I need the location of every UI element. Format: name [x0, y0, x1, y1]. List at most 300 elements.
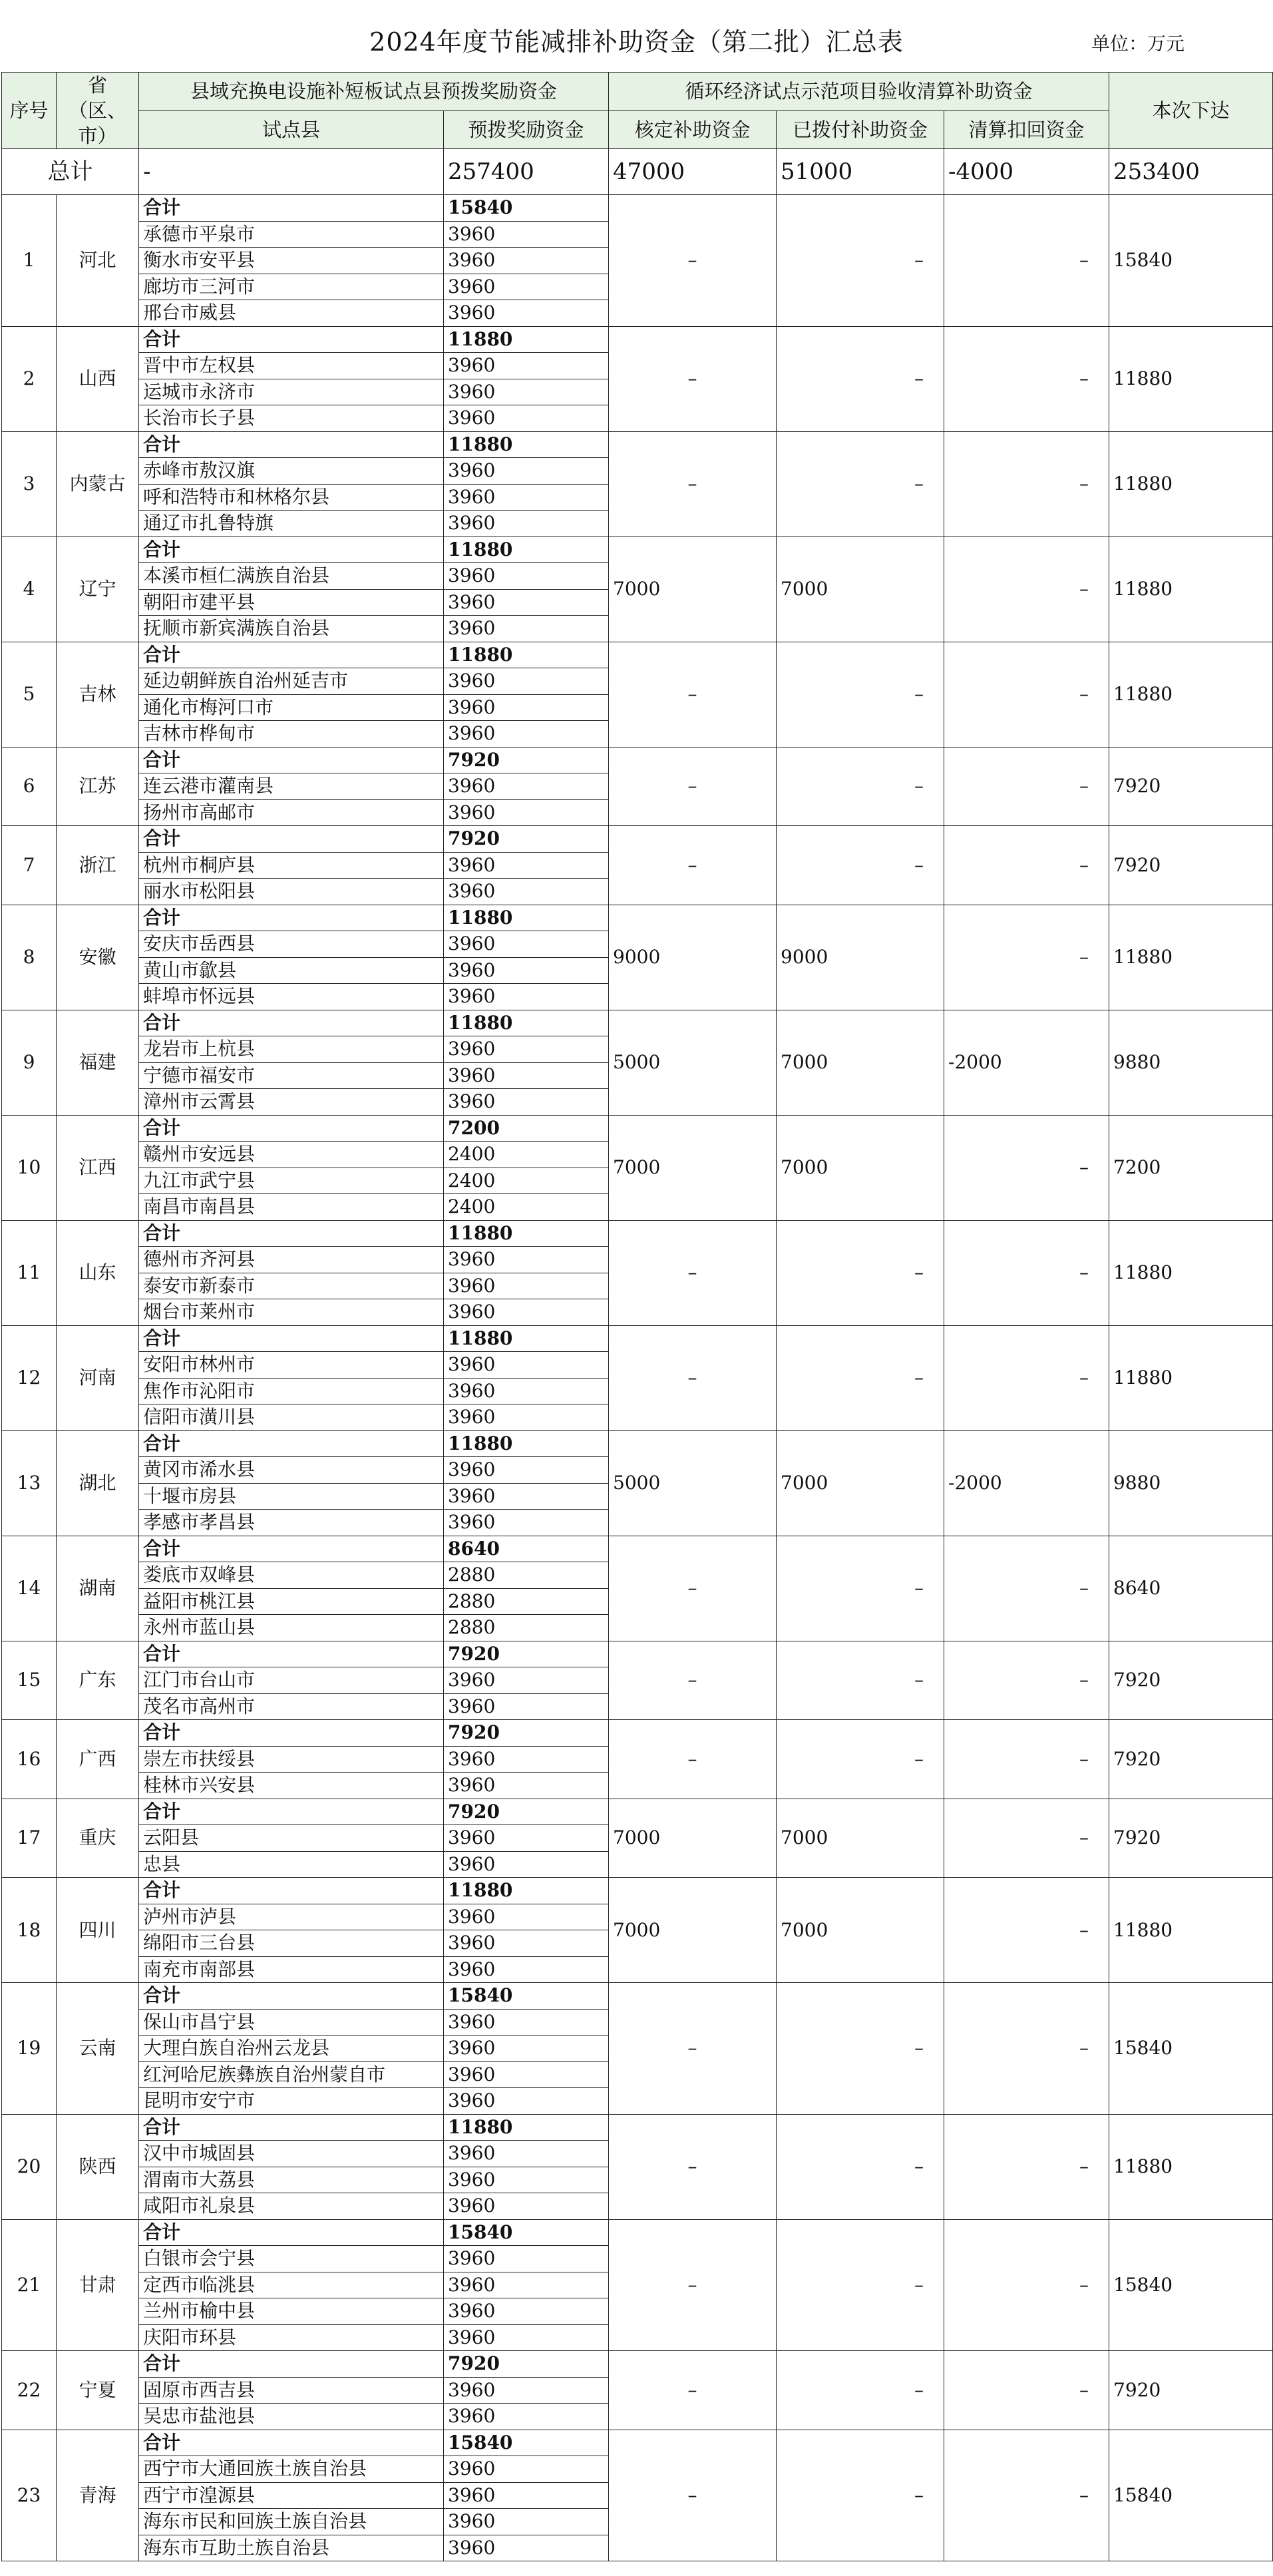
row-seq: 11 [2, 1220, 57, 1325]
approved-value: – [609, 2114, 777, 2219]
county-prefund: 3960 [444, 563, 609, 590]
total-prefund: 257400 [444, 149, 609, 195]
paid-value: – [777, 1536, 944, 1641]
paid-value: 7000 [777, 1799, 944, 1878]
county-name: 昆明市安宁市 [139, 2088, 444, 2115]
county-prefund: 2880 [444, 1562, 609, 1589]
county-name: 吴忠市盐池县 [139, 2404, 444, 2430]
issued-value: 11880 [1109, 1878, 1273, 1983]
county-name: 龙岩市上杭县 [139, 1036, 444, 1063]
subtotal-label: 合计 [139, 1799, 444, 1825]
row-province: 河南 [57, 1325, 139, 1430]
paid-value: – [777, 2219, 944, 2351]
issued-value: 15840 [1109, 195, 1273, 327]
subtotal-value: 11880 [444, 537, 609, 563]
table-row [2, 1878, 1273, 1904]
approved-value: – [609, 1220, 777, 1325]
county-name: 通辽市扎鲁特旗 [139, 511, 444, 537]
subtotal-label: 合计 [139, 2351, 444, 2378]
county-name: 泰安市新泰市 [139, 1273, 444, 1299]
county-name: 安庆市岳西县 [139, 931, 444, 958]
total-issued: 253400 [1109, 149, 1273, 195]
approved-value: 7000 [609, 1799, 777, 1878]
county-name: 丽水市松阳县 [139, 879, 444, 905]
county-name: 德州市齐河县 [139, 1247, 444, 1273]
paid-value: 7000 [777, 1430, 944, 1536]
issued-value: 7920 [1109, 826, 1273, 905]
subtotal-label: 合计 [139, 1220, 444, 1247]
table-row [2, 826, 1273, 853]
settlement-value: -2000 [944, 1430, 1109, 1536]
col-header-prefund: 预拨奖励资金 [444, 110, 609, 149]
county-name: 云阳县 [139, 1825, 444, 1852]
issued-value: 7920 [1109, 1799, 1273, 1878]
row-seq: 16 [2, 1720, 57, 1799]
county-name: 宁德市福安市 [139, 1062, 444, 1089]
county-name: 黄冈市浠水县 [139, 1457, 444, 1484]
settlement-value: – [944, 1536, 1109, 1641]
county-name: 娄底市双峰县 [139, 1562, 444, 1589]
issued-value: 9880 [1109, 1430, 1273, 1536]
subtotal-value: 15840 [444, 2219, 609, 2246]
county-prefund: 3960 [444, 2404, 609, 2430]
row-seq: 17 [2, 1799, 57, 1878]
approved-value: 7000 [609, 1115, 777, 1220]
county-name: 运城市永济市 [139, 379, 444, 405]
county-name: 朝阳市建平县 [139, 589, 444, 616]
county-name: 通化市梅河口市 [139, 694, 444, 721]
row-seq: 23 [2, 2430, 57, 2561]
issued-value: 7920 [1109, 1720, 1273, 1799]
county-name: 保山市昌宁县 [139, 2009, 444, 2036]
table-row [2, 195, 1273, 222]
subtotal-label: 合计 [139, 195, 444, 222]
settlement-value: – [944, 195, 1109, 327]
settlement-value: – [944, 1641, 1109, 1720]
settlement-value: – [944, 1220, 1109, 1325]
col-header-province: 省（区、市） [57, 73, 139, 149]
settlement-value: – [944, 1325, 1109, 1430]
county-name: 九江市武宁县 [139, 1168, 444, 1194]
document-title: 2024年度节能减排补助资金（第二批）汇总表 [369, 27, 904, 57]
approved-value: – [609, 826, 777, 905]
row-province: 陕西 [57, 2114, 139, 2219]
row-seq: 7 [2, 826, 57, 905]
paid-value: – [777, 642, 944, 747]
county-prefund: 3960 [444, 2061, 609, 2088]
paid-value: – [777, 1983, 944, 2115]
county-name: 庆阳市环县 [139, 2324, 444, 2351]
county-prefund: 2400 [444, 1194, 609, 1221]
county-name: 永州市蓝山县 [139, 1615, 444, 1641]
county-name: 漳州市云霄县 [139, 1089, 444, 1116]
approved-value: – [609, 747, 777, 826]
county-prefund: 3960 [444, 405, 609, 432]
county-prefund: 3960 [444, 589, 609, 616]
county-prefund: 3960 [444, 721, 609, 748]
table-row [2, 2114, 1273, 2141]
table-row [2, 1325, 1273, 1352]
county-name: 邢台市威县 [139, 300, 444, 327]
approved-value: – [609, 431, 777, 537]
county-name: 焦作市沁阳市 [139, 1378, 444, 1404]
county-name: 黄山市歙县 [139, 957, 444, 984]
county-name: 廊坊市三河市 [139, 274, 444, 300]
total-paid: 51000 [777, 149, 944, 195]
county-prefund: 3960 [444, 2482, 609, 2509]
approved-value: 7000 [609, 537, 777, 642]
row-province: 广西 [57, 1720, 139, 1799]
county-name: 江门市台山市 [139, 1667, 444, 1694]
row-province: 山东 [57, 1220, 139, 1325]
subtotal-value: 7920 [444, 747, 609, 773]
county-prefund: 3960 [444, 773, 609, 800]
county-name: 兰州市榆中县 [139, 2298, 444, 2325]
row-province: 江苏 [57, 747, 139, 826]
paid-value: – [777, 431, 944, 537]
issued-value: 15840 [1109, 1983, 1273, 2115]
subtotal-label: 合计 [139, 1536, 444, 1562]
county-prefund: 3960 [444, 1773, 609, 1799]
county-name: 扬州市高邮市 [139, 799, 444, 826]
settlement-value: – [944, 1799, 1109, 1878]
county-name: 绵阳市三台县 [139, 1930, 444, 1957]
subtotal-value: 11880 [444, 1878, 609, 1904]
county-name: 大理白族自治州云龙县 [139, 2036, 444, 2062]
county-name: 呼和浩特市和林格尔县 [139, 484, 444, 511]
paid-value: 7000 [777, 1115, 944, 1220]
paid-value: 7000 [777, 1878, 944, 1983]
county-name: 南充市南部县 [139, 1956, 444, 1983]
title-bar [0, 0, 1273, 72]
county-name: 茂名市高州市 [139, 1693, 444, 1720]
county-prefund: 3960 [444, 1036, 609, 1063]
county-name: 南昌市南昌县 [139, 1194, 444, 1221]
county-name: 红河哈尼族彝族自治州蒙自市 [139, 2061, 444, 2088]
county-prefund: 3960 [444, 2141, 609, 2167]
subtotal-value: 7920 [444, 826, 609, 853]
county-prefund: 3960 [444, 379, 609, 405]
paid-value: – [777, 1641, 944, 1720]
settlement-value: – [944, 326, 1109, 431]
county-name: 汉中市城固县 [139, 2141, 444, 2167]
funds-summary-table [1, 72, 1273, 2561]
row-seq: 20 [2, 2114, 57, 2219]
county-name: 益阳市桃江县 [139, 1588, 444, 1615]
approved-value: 5000 [609, 1430, 777, 1536]
settlement-value: – [944, 2430, 1109, 2561]
subtotal-value: 11880 [444, 1010, 609, 1036]
county-name: 崇左市扶绥县 [139, 1746, 444, 1773]
table-row [2, 2219, 1273, 2246]
subtotal-value: 11880 [444, 1430, 609, 1457]
county-prefund: 3960 [444, 1956, 609, 1983]
subtotal-label: 合计 [139, 1641, 444, 1667]
table-row [2, 1115, 1273, 1142]
county-name: 烟台市莱州市 [139, 1299, 444, 1326]
paid-value: – [777, 195, 944, 327]
issued-value: 7920 [1109, 2351, 1273, 2430]
county-prefund: 3960 [444, 2272, 609, 2298]
approved-value: – [609, 2430, 777, 2561]
county-prefund: 3960 [444, 1089, 609, 1116]
total-approved: 47000 [609, 149, 777, 195]
issued-value: 15840 [1109, 2430, 1273, 2561]
issued-value: 11880 [1109, 1325, 1273, 1430]
county-prefund: 3960 [444, 274, 609, 300]
total-county: - [139, 149, 444, 195]
issued-value: 11880 [1109, 431, 1273, 537]
subtotal-value: 11880 [444, 642, 609, 668]
row-province: 四川 [57, 1878, 139, 1983]
subtotal-value: 7920 [444, 1641, 609, 1667]
row-province: 河北 [57, 195, 139, 327]
approved-value: – [609, 1536, 777, 1641]
county-prefund: 3960 [444, 852, 609, 879]
row-province: 山西 [57, 326, 139, 431]
subtotal-label: 合计 [139, 2219, 444, 2246]
county-prefund: 3960 [444, 931, 609, 958]
approved-value: – [609, 1983, 777, 2115]
subtotal-label: 合计 [139, 537, 444, 563]
approved-value: – [609, 1641, 777, 1720]
row-province: 内蒙古 [57, 431, 139, 537]
row-seq: 6 [2, 747, 57, 826]
county-name: 本溪市桓仁满族自治县 [139, 563, 444, 590]
settlement-value: – [944, 642, 1109, 747]
row-seq: 18 [2, 1878, 57, 1983]
county-name: 渭南市大荔县 [139, 2167, 444, 2193]
row-province: 吉林 [57, 642, 139, 747]
county-prefund: 3960 [444, 2088, 609, 2115]
subtotal-value: 11880 [444, 431, 609, 458]
col-header-settlement: 清算扣回资金 [944, 110, 1109, 149]
subtotal-label: 合计 [139, 642, 444, 668]
row-seq: 1 [2, 195, 57, 327]
county-prefund: 3960 [444, 2009, 609, 2036]
subtotal-value: 15840 [444, 1983, 609, 2010]
subtotal-label: 合计 [139, 1325, 444, 1352]
row-province: 湖南 [57, 1536, 139, 1641]
subtotal-value: 11880 [444, 1220, 609, 1247]
county-name: 衡水市安平县 [139, 248, 444, 274]
subtotal-label: 合计 [139, 1720, 444, 1747]
col-header-paid: 已拨付补助资金 [777, 110, 944, 149]
county-name: 海东市民和回族土族自治县 [139, 2509, 444, 2535]
county-prefund: 3960 [444, 2036, 609, 2062]
approved-value: – [609, 326, 777, 431]
row-seq: 12 [2, 1325, 57, 1430]
row-seq: 9 [2, 1010, 57, 1115]
county-prefund: 3960 [444, 2377, 609, 2404]
table-row [2, 1430, 1273, 1457]
subtotal-value: 11880 [444, 905, 609, 931]
paid-value: – [777, 1220, 944, 1325]
table-row [2, 1799, 1273, 1825]
county-prefund: 3960 [444, 694, 609, 721]
county-prefund: 3960 [444, 957, 609, 984]
county-prefund: 3960 [444, 1273, 609, 1299]
county-name: 西宁市大通回族土族自治县 [139, 2456, 444, 2483]
total-label: 总计 [2, 149, 139, 195]
county-prefund: 3960 [444, 2535, 609, 2561]
county-name: 西宁市湟源县 [139, 2482, 444, 2509]
row-seq: 10 [2, 1115, 57, 1220]
subtotal-value: 11880 [444, 326, 609, 353]
county-name: 信阳市潢川县 [139, 1404, 444, 1431]
paid-value: – [777, 326, 944, 431]
issued-value: 9880 [1109, 1010, 1273, 1115]
header-row-2 [2, 110, 1273, 149]
row-province: 青海 [57, 2430, 139, 2561]
county-prefund: 2400 [444, 1168, 609, 1194]
county-prefund: 3960 [444, 1062, 609, 1089]
subtotal-label: 合计 [139, 326, 444, 353]
county-prefund: 3960 [444, 799, 609, 826]
county-prefund: 3960 [444, 1930, 609, 1957]
county-prefund: 3960 [444, 1352, 609, 1379]
col-header-approved: 核定补助资金 [609, 110, 777, 149]
subtotal-label: 合计 [139, 1010, 444, 1036]
county-name: 定西市临洮县 [139, 2272, 444, 2298]
row-province: 云南 [57, 1983, 139, 2115]
county-prefund: 3960 [444, 458, 609, 485]
issued-value: 15840 [1109, 2219, 1273, 2351]
subtotal-label: 合计 [139, 905, 444, 931]
issued-value: 7200 [1109, 1115, 1273, 1220]
county-prefund: 3960 [444, 2456, 609, 2483]
table-row [2, 1536, 1273, 1562]
row-province: 浙江 [57, 826, 139, 905]
county-prefund: 3960 [444, 668, 609, 695]
county-prefund: 3960 [444, 1404, 609, 1431]
county-prefund: 3960 [444, 1299, 609, 1326]
row-province: 福建 [57, 1010, 139, 1115]
row-province: 广东 [57, 1641, 139, 1720]
table-row [2, 431, 1273, 458]
approved-value: – [609, 1325, 777, 1430]
county-prefund: 3960 [444, 2324, 609, 2351]
county-prefund: 3960 [444, 1510, 609, 1536]
subtotal-value: 7920 [444, 1799, 609, 1825]
county-prefund: 3960 [444, 221, 609, 248]
county-name: 连云港市灌南县 [139, 773, 444, 800]
approved-value: – [609, 2351, 777, 2430]
county-name: 延边朝鲜族自治州延吉市 [139, 668, 444, 695]
approved-value: 7000 [609, 1878, 777, 1983]
settlement-value: – [944, 1720, 1109, 1799]
county-prefund: 3960 [444, 1904, 609, 1930]
county-prefund: 3960 [444, 1247, 609, 1273]
table-row [2, 905, 1273, 931]
issued-value: 7920 [1109, 747, 1273, 826]
county-prefund: 3960 [444, 1378, 609, 1404]
row-seq: 14 [2, 1536, 57, 1641]
county-prefund: 2400 [444, 1142, 609, 1168]
row-seq: 5 [2, 642, 57, 747]
row-province: 宁夏 [57, 2351, 139, 2430]
county-prefund: 2880 [444, 1615, 609, 1641]
table-row [2, 537, 1273, 563]
total-settlement: -4000 [944, 149, 1109, 195]
table-row [2, 326, 1273, 353]
county-name: 咸阳市礼泉县 [139, 2193, 444, 2220]
subtotal-label: 合计 [139, 1983, 444, 2010]
county-prefund: 3960 [444, 1667, 609, 1694]
subtotal-value: 11880 [444, 2114, 609, 2141]
subtotal-label: 合计 [139, 826, 444, 853]
approved-value: – [609, 195, 777, 327]
col-header-seq: 序号 [2, 73, 57, 149]
paid-value: 7000 [777, 537, 944, 642]
row-seq: 19 [2, 1983, 57, 2115]
approved-value: – [609, 1720, 777, 1799]
issued-value: 8640 [1109, 1536, 1273, 1641]
subtotal-label: 合计 [139, 1878, 444, 1904]
county-name: 海东市互助土族自治县 [139, 2535, 444, 2561]
unit-label: 单位：万元 [1091, 33, 1185, 55]
approved-value: – [609, 642, 777, 747]
row-seq: 4 [2, 537, 57, 642]
subtotal-label: 合计 [139, 431, 444, 458]
issued-value: 7920 [1109, 1641, 1273, 1720]
settlement-value: – [944, 826, 1109, 905]
issued-value: 11880 [1109, 1220, 1273, 1325]
settlement-value: – [944, 431, 1109, 537]
county-name: 蚌埠市怀远县 [139, 984, 444, 1010]
paid-value: – [777, 1325, 944, 1430]
header-row-1 [2, 73, 1273, 111]
subtotal-value: 7200 [444, 1115, 609, 1142]
table-row [2, 1010, 1273, 1036]
county-prefund: 3960 [444, 353, 609, 379]
settlement-value: – [944, 905, 1109, 1010]
row-seq: 3 [2, 431, 57, 537]
subtotal-label: 合计 [139, 2430, 444, 2456]
county-name: 赣州市安远县 [139, 1142, 444, 1168]
county-prefund: 3960 [444, 484, 609, 511]
col-group-header-2: 循环经济试点示范项目验收清算补助资金 [609, 73, 1109, 111]
county-name: 孝感市孝昌县 [139, 1510, 444, 1536]
row-province: 安徽 [57, 905, 139, 1010]
row-province: 重庆 [57, 1799, 139, 1878]
col-group-header-1: 县域充换电设施补短板试点县预拨奖励资金 [139, 73, 609, 111]
row-province: 江西 [57, 1115, 139, 1220]
total-row [2, 149, 1273, 195]
settlement-value: – [944, 1983, 1109, 2115]
issued-value: 11880 [1109, 905, 1273, 1010]
paid-value: – [777, 2351, 944, 2430]
table-row [2, 1641, 1273, 1667]
county-name: 承德市平泉市 [139, 221, 444, 248]
row-seq: 15 [2, 1641, 57, 1720]
settlement-value: – [944, 2351, 1109, 2430]
county-name: 泸州市泸县 [139, 1904, 444, 1930]
subtotal-label: 合计 [139, 1115, 444, 1142]
settlement-value: -2000 [944, 1010, 1109, 1115]
table-row [2, 642, 1273, 668]
settlement-value: – [944, 2114, 1109, 2219]
county-name: 赤峰市敖汉旗 [139, 458, 444, 485]
county-prefund: 3960 [444, 1483, 609, 1510]
row-seq: 2 [2, 326, 57, 431]
paid-value: 9000 [777, 905, 944, 1010]
paid-value: – [777, 1720, 944, 1799]
settlement-value: – [944, 537, 1109, 642]
table-row [2, 1720, 1273, 1747]
table-row [2, 1220, 1273, 1247]
county-prefund: 3960 [444, 1825, 609, 1852]
